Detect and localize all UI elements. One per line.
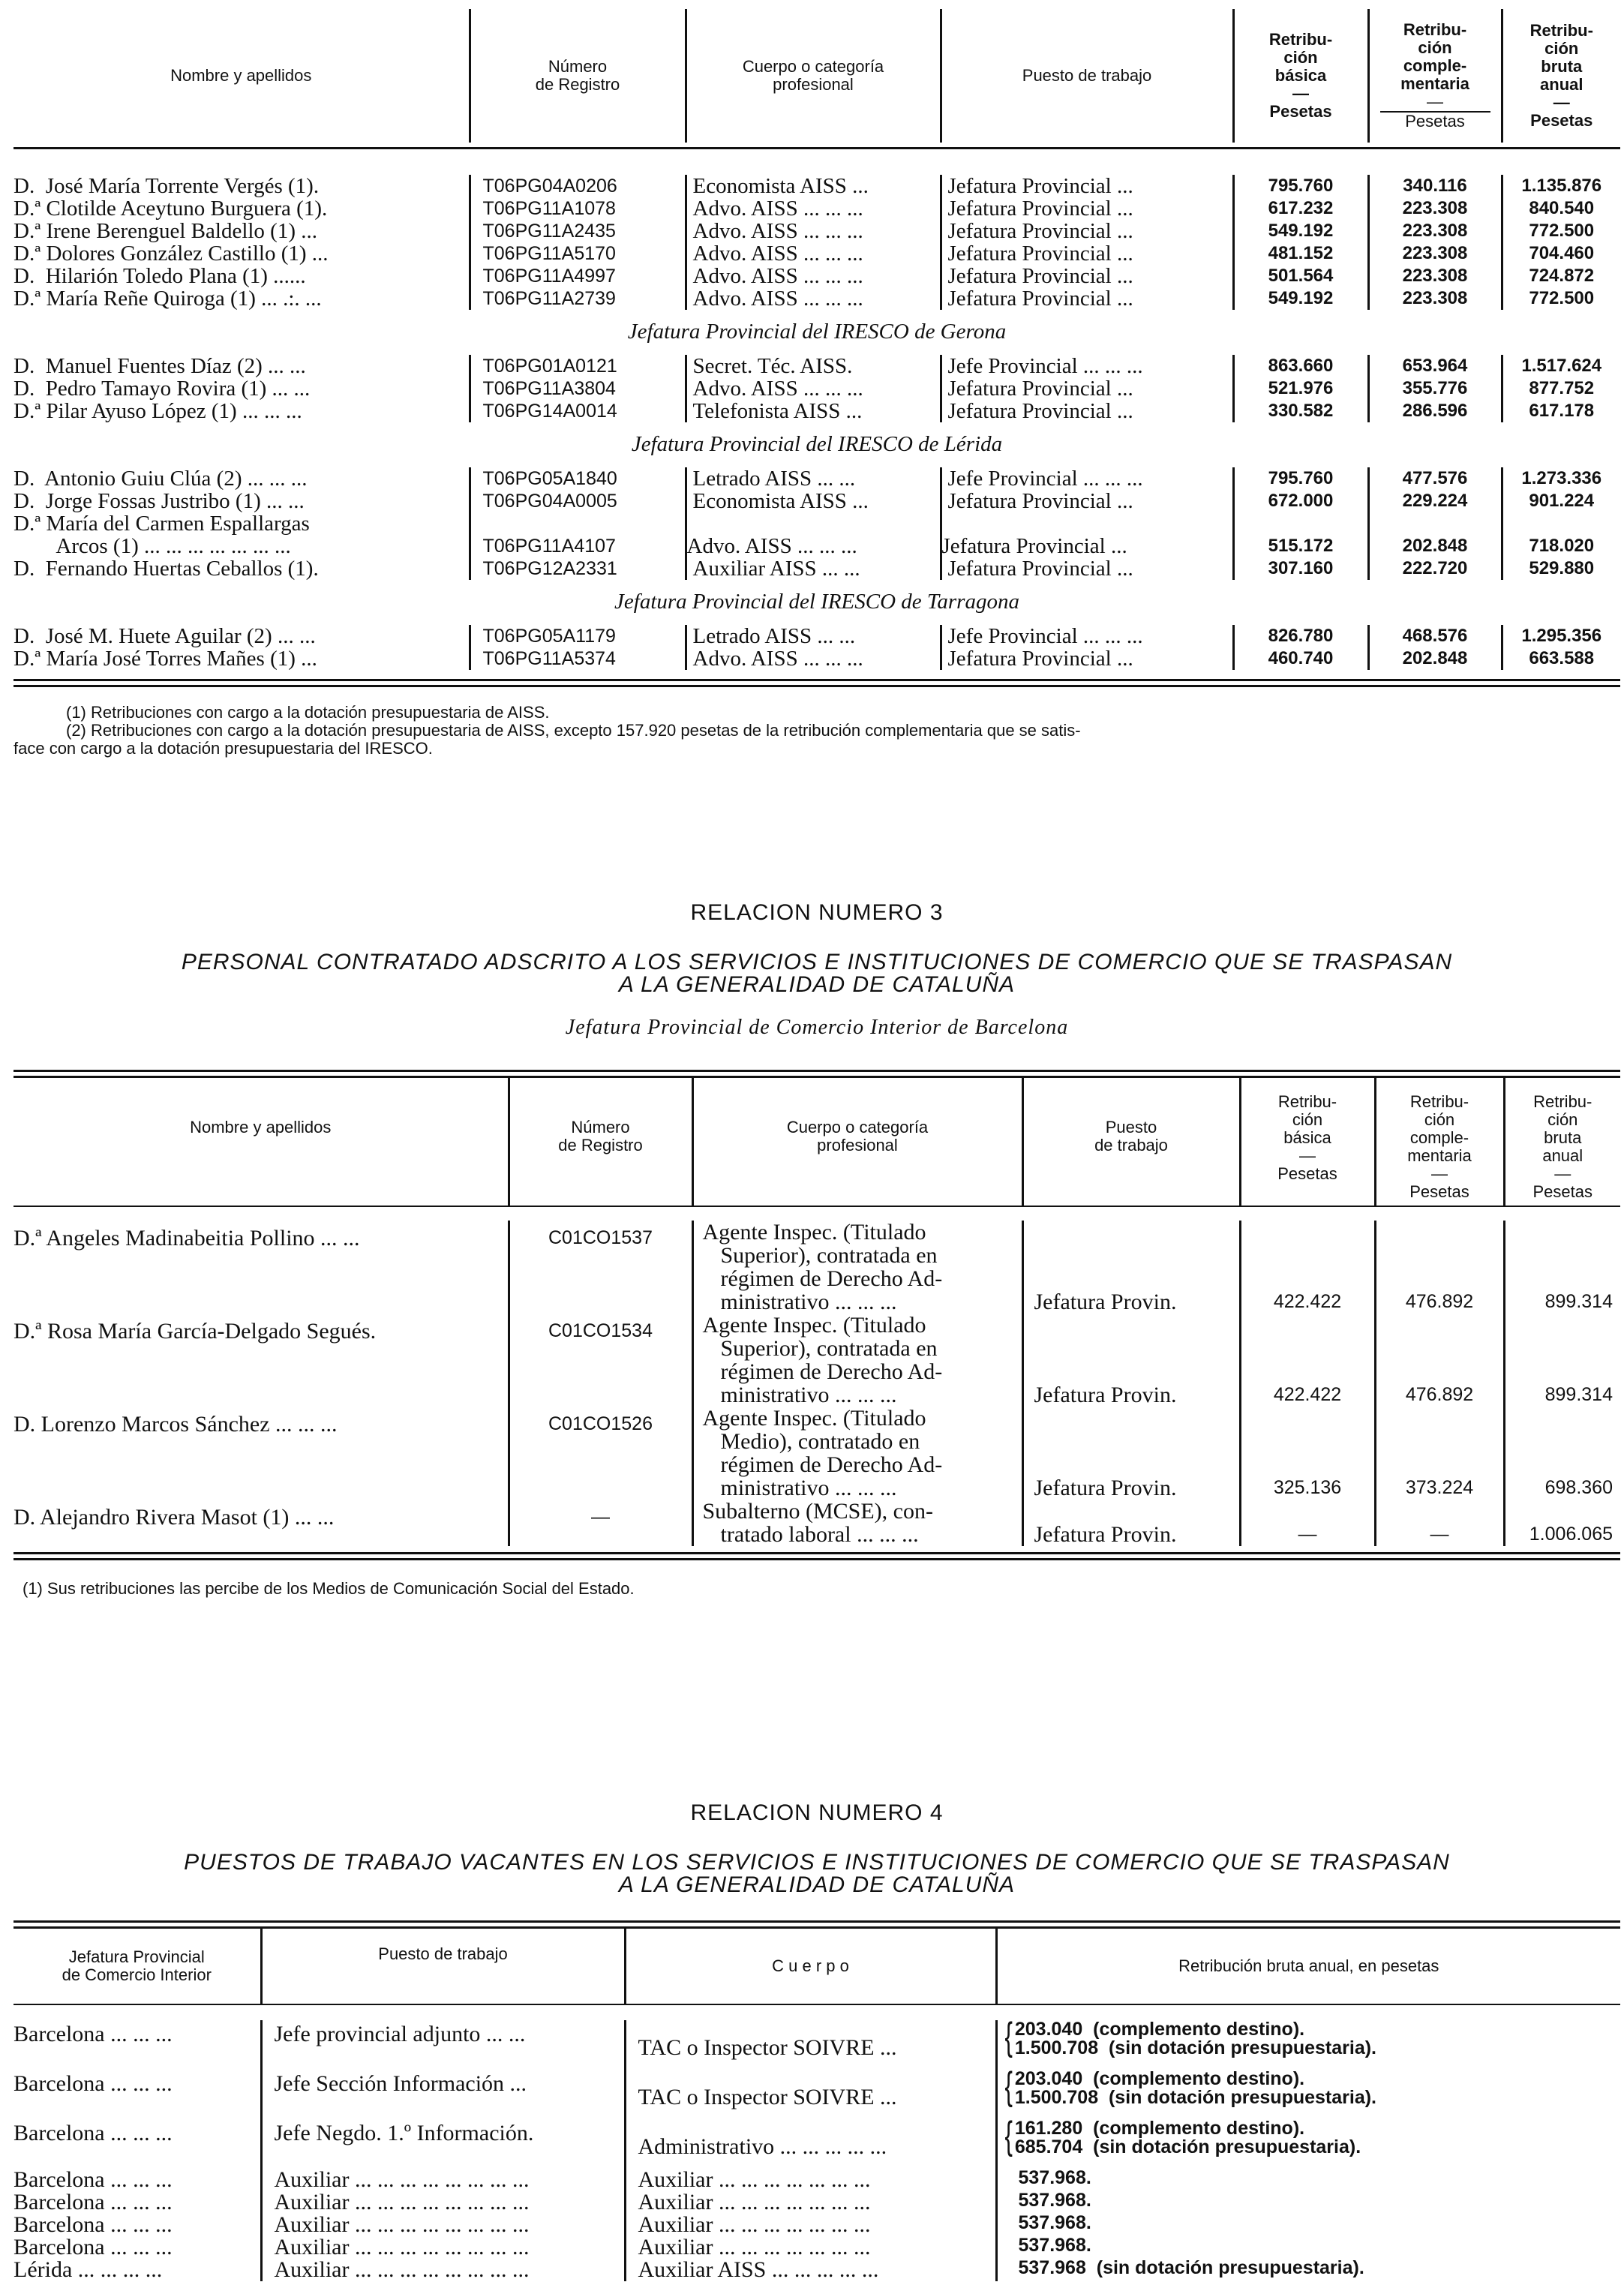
section-title: Jefatura Provincial del IRESCO de Gerona	[627, 320, 1007, 344]
col-comp-header: Retribu- ción comple- mentaria — Pesetas	[1368, 9, 1502, 143]
cell-cuerpo: Advo. AISS ... ... ...	[686, 197, 941, 220]
cell-puesto: Jefatura Provincial ...	[941, 242, 1233, 265]
table-row	[14, 287, 1620, 310]
table4-header-rule	[14, 2004, 1620, 2005]
cell-cuerpo: Telefonista AISS ...	[686, 400, 941, 422]
table3-end-rule	[14, 1552, 1620, 1560]
cell-cuerpo	[692, 1314, 1022, 1407]
cell-retribucion	[996, 2114, 1620, 2169]
col-registro-header: Número de Registro	[470, 9, 686, 143]
cell-comp: 223.308	[1368, 197, 1502, 220]
table-row	[14, 2119, 1620, 2169]
note-1: (1) Retribuciones con cargo a la dotación presupuestaria de AISS.	[66, 703, 550, 722]
cell-puesto: Jefe Sección Información ...	[261, 2070, 625, 2119]
cell-basica: 826.780	[1233, 625, 1368, 647]
cell-retribucion	[996, 2064, 1620, 2119]
table-row	[14, 1314, 1620, 1407]
cell-registro: —	[509, 1500, 692, 1546]
relacion-3	[14, 900, 1620, 1598]
cell-jefatura: Barcelona ... ... ...	[14, 2022, 173, 2046]
cell-registro: T06PG11A5374	[470, 647, 686, 670]
cell-puesto: Jefatura Provincial ...	[941, 220, 1233, 242]
table-row	[14, 2020, 1620, 2070]
cell-registro-text: T06PG11A4107	[482, 536, 616, 557]
cell-nombre	[14, 512, 470, 557]
cell-jefatura: Barcelona ... ... ...	[14, 2167, 173, 2192]
table-row	[14, 2259, 1620, 2281]
cell-cuerpo: Letrado AISS ... ...	[686, 467, 941, 490]
cell-puesto: Jefatura Provincial ...	[941, 557, 1233, 580]
cell-puesto: Jefatura Provincial ...	[941, 197, 1233, 220]
ret-line: 161.280 (complemento destino).	[1014, 2118, 1305, 2139]
ret-lines	[1015, 2119, 1361, 2157]
cell-nombre: D.ª Dolores González Castillo (1) ...	[14, 242, 329, 266]
cell-bruta: 899.314	[1504, 1314, 1620, 1407]
ret-group	[1002, 2015, 1621, 2058]
ret-line: 685.704 (sin dotación presupuestaria).	[1014, 2136, 1361, 2157]
cell-retribucion	[996, 2191, 1620, 2214]
cell-cuerpo: Administrativo ... ... ... ... ...	[625, 2119, 996, 2169]
cell-basica: 307.160	[1233, 557, 1368, 580]
cell-nombre: D.ª Irene Berenguel Baldello (1) ...	[14, 219, 317, 243]
cell-cuerpo-line: Agente Inspec. (Titulado	[702, 1313, 926, 1338]
table1-header-rule	[14, 147, 1620, 149]
cell-cuerpo-line: tratado laboral ... ... ...	[720, 1522, 919, 1547]
cell-nombre: D. Antonio Guiu Clúa (2) ... ... ...	[14, 467, 308, 491]
cell-cuerpo-line: Subalterno (MCSE), con-	[702, 1499, 933, 1524]
cell-jefatura: Barcelona ... ... ...	[14, 2212, 173, 2237]
col-puesto-header: Puesto de trabajo	[941, 9, 1233, 143]
cell-nombre: D. Pedro Tamayo Rovira (1) ... ...	[14, 377, 311, 401]
cell-basica: 422.422	[1240, 1221, 1375, 1314]
cell-puesto: Jefatura Provin.	[1022, 1221, 1240, 1314]
cell-bruta: 877.752	[1502, 377, 1620, 400]
cell-basica: —	[1240, 1500, 1375, 1546]
cell-bruta: 1.517.624	[1502, 355, 1620, 377]
relacion-3-subtitle: PERSONAL CONTRATADO ADSCRITO A LOS SERVICIOS E INSTITUCIONES DE COMERCIO QUE SE TRASPASAN A LA GENERALIDAD DE CATALUÑA	[181, 950, 1453, 997]
ret-line: 203.040 (complemento destino).	[1014, 2068, 1305, 2089]
cell-basica: 863.660	[1233, 355, 1368, 377]
section-row	[14, 580, 1620, 625]
cell-puesto	[941, 512, 1233, 557]
table1-notes	[14, 704, 1620, 758]
table-row	[14, 355, 1620, 377]
relacion-4-subtitle: PUESTOS DE TRABAJO VACANTES EN LOS SERVICIOS E INSTITUCIONES DE COMERCIO QUE SE TRASPASAN A LA GENERALIDAD DE CATALUÑA	[184, 1850, 1450, 1897]
cell-comp: 202.848	[1368, 647, 1502, 670]
cell-puesto: Jefatura Provincial ...	[941, 400, 1233, 422]
cell-cuerpo-line: Superior), contratada en	[720, 1336, 938, 1361]
cell-nombre-line2: Arcos (1) ... ... ... ... ... ... ...	[14, 534, 291, 558]
cell-puesto: Jefe Provincial ... ... ...	[941, 467, 1233, 490]
table1-body	[14, 175, 1620, 670]
cell-bruta: 724.872	[1502, 265, 1620, 287]
table-row	[14, 2169, 1620, 2191]
cell-puesto: Auxiliar ... ... ... ... ... ... ... ...	[261, 2169, 625, 2191]
cell-cuerpo: Economista AISS ...	[686, 490, 941, 512]
cell-cuerpo-line: Superior), contratada en	[720, 1243, 938, 1268]
t4-col-cuerpo-header: C u e r p o	[625, 1929, 996, 2004]
cell-puesto: Jefe Negdo. 1.º Información.	[261, 2119, 625, 2169]
table-row	[14, 242, 1620, 265]
cell-basica: 549.192	[1233, 287, 1368, 310]
cell-retribucion	[996, 2214, 1620, 2236]
cell-bruta: 1.135.876	[1502, 175, 1620, 197]
table-row	[14, 2070, 1620, 2119]
cell-registro: C01CO1526	[509, 1407, 692, 1500]
cell-comp: 476.892	[1375, 1221, 1504, 1314]
cell-comp: 468.576	[1368, 625, 1502, 647]
ret-line: 537.968.	[1018, 2235, 1091, 2256]
cell-bruta: 1.006.065	[1504, 1500, 1620, 1546]
section-title: Jefatura Provincial del IRESCO de Lérida	[631, 432, 1003, 456]
cell-bruta: 617.178	[1502, 400, 1620, 422]
table-row	[14, 647, 1620, 670]
col-cuerpo-header: Cuerpo o categoría profesional	[686, 9, 941, 143]
cell-registro: T06PG11A2435	[470, 220, 686, 242]
cell-nombre: D. José M. Huete Aguilar (2) ... ...	[14, 624, 316, 648]
cell-nombre: D. Lorenzo Marcos Sánchez ... ... ...	[14, 1412, 338, 1437]
table-row	[14, 2191, 1620, 2214]
cell-comp-text: 202.848	[1402, 536, 1468, 556]
cell-puesto: Auxiliar ... ... ... ... ... ... ... ...	[261, 2259, 625, 2281]
cell-jefatura: Barcelona ... ... ...	[14, 2235, 173, 2259]
ret-lines	[1015, 2070, 1376, 2107]
cell-comp: 223.308	[1368, 265, 1502, 287]
cell-nombre: D.ª Pilar Ayuso López (1) ... ... ...	[14, 399, 302, 423]
cell-cuerpo: Advo. AISS ... ... ...	[686, 220, 941, 242]
table4-body	[14, 2015, 1620, 2282]
table1-header	[14, 9, 1620, 143]
cell-cuerpo: Auxiliar ... ... ... ... ... ... ...	[625, 2236, 996, 2259]
cell-cuerpo-line: ministrativo ... ... ...	[720, 1383, 897, 1407]
cell-nombre: D.ª Clotilde Aceytuno Burguera (1).	[14, 197, 328, 221]
table-row	[14, 625, 1620, 647]
cell-basica: 330.582	[1233, 400, 1368, 422]
cell-bruta: 1.273.336	[1502, 467, 1620, 490]
cell-puesto: Auxiliar ... ... ... ... ... ... ... ...	[261, 2236, 625, 2259]
cell-comp: 223.308	[1368, 287, 1502, 310]
ret-line: 1.500.708 (sin dotación presupuestaria).	[1014, 2037, 1376, 2058]
cell-registro: T06PG01A0121	[470, 355, 686, 377]
cell-puesto: Auxiliar ... ... ... ... ... ... ... ...	[261, 2214, 625, 2236]
note-2-cont: face con cargo a la dotación presupuestaria del IRESCO.	[14, 739, 433, 758]
cell-comp	[1368, 512, 1502, 557]
cell-basica	[1233, 512, 1368, 557]
cell-cuerpo: Auxiliar ... ... ... ... ... ... ...	[625, 2214, 996, 2236]
cell-nombre-line1: D.ª María del Carmen Espallargas	[14, 512, 310, 536]
table-row	[14, 265, 1620, 287]
cell-cuerpo: Advo. AISS ... ... ...	[686, 377, 941, 400]
cell-nombre: D. Jorge Fossas Justribo (1) ... ...	[14, 489, 305, 513]
col-bruta-header: Retribu- ción bruta anual — Pesetas	[1502, 9, 1620, 143]
cell-comp: —	[1375, 1500, 1504, 1546]
cell-cuerpo: Auxiliar AISS ... ...	[686, 557, 941, 580]
t3-col-nombre-header: Nombre y apellidos	[190, 1118, 332, 1136]
cell-jefatura: Lérida ... ... ... ...	[14, 2257, 163, 2282]
cell-basica: 672.000	[1233, 490, 1368, 512]
cell-bruta: 529.880	[1502, 557, 1620, 580]
cell-bruta	[1502, 512, 1620, 557]
cell-cuerpo: Auxiliar ... ... ... ... ... ... ...	[625, 2191, 996, 2214]
cell-cuerpo	[686, 512, 941, 557]
relacion-3-jefatura: Jefatura Provincial de Comercio Interior de Barcelona	[565, 1016, 1069, 1039]
cell-cuerpo-text: Advo. AISS ... ... ...	[686, 534, 857, 558]
table3-note: (1) Sus retribuciones las percibe de los Medios de Comunicación Social del Estado.	[23, 1579, 635, 1598]
cell-cuerpo: Economista AISS ...	[686, 175, 941, 197]
cell-registro: T06PG11A1078	[470, 197, 686, 220]
ret-line: 537.968 (sin dotación presupuestaria).	[1018, 2257, 1364, 2278]
table-row	[14, 175, 1620, 197]
cell-bruta: 1.295.356	[1502, 625, 1620, 647]
cell-comp: 340.116	[1368, 175, 1502, 197]
cell-basica: 521.976	[1233, 377, 1368, 400]
cell-puesto: Jefatura Provin.	[1022, 1500, 1240, 1546]
table3-header-rule	[14, 1206, 1620, 1207]
cell-puesto-text: Jefatura Provincial ...	[941, 534, 1127, 558]
cell-puesto: Jefatura Provincial ...	[941, 287, 1233, 310]
t3-col-puesto-header: Puesto de trabajo	[1022, 1078, 1240, 1206]
cell-puesto: Jefe Provincial ... ... ...	[941, 355, 1233, 377]
cell-cuerpo: Advo. AISS ... ... ...	[686, 287, 941, 310]
cell-nombre: D. Hilarión Toledo Plana (1) ......	[14, 264, 306, 288]
table3-top-rule	[14, 1070, 1620, 1078]
cell-cuerpo: Auxiliar AISS ... ... ... ... ...	[625, 2259, 996, 2281]
table3-body	[14, 1221, 1620, 1546]
cell-retribucion	[996, 2259, 1620, 2281]
table-row	[14, 1221, 1620, 1314]
cell-comp: 222.720	[1368, 557, 1502, 580]
cell-registro: T06PG04A0005	[470, 490, 686, 512]
table4-header	[14, 1929, 1620, 2004]
relacion-3-title: RELACION NUMERO 3	[690, 900, 944, 925]
cell-nombre: D. Manuel Fuentes Díaz (2) ... ...	[14, 354, 306, 378]
cell-comp: 373.224	[1375, 1407, 1504, 1500]
ret-line: 537.968.	[1018, 2167, 1091, 2188]
cell-nombre: D.ª María José Torres Mañes (1) ...	[14, 647, 317, 671]
t3-col-cuerpo-header: Cuerpo o categoría profesional	[692, 1078, 1022, 1206]
cell-bruta: 772.500	[1502, 220, 1620, 242]
cell-cuerpo-line: Agente Inspec. (Titulado	[702, 1220, 926, 1245]
ret-line: 203.040 (complemento destino).	[1014, 2019, 1305, 2040]
table-row	[14, 220, 1620, 242]
cell-cuerpo: TAC o Inspector SOIVRE ...	[625, 2020, 996, 2070]
section-title: Jefatura Provincial del IRESCO de Tarragona	[614, 590, 1019, 614]
t3-col-comp-header: Retribu- ción comple- mentaria — Pesetas	[1375, 1078, 1504, 1206]
col-nombre-header: Nombre y apellidos	[170, 66, 312, 85]
table1-end-rule	[14, 679, 1620, 687]
cell-basica: 549.192	[1233, 220, 1368, 242]
cell-registro: C01CO1534	[509, 1314, 692, 1407]
cell-comp: 229.224	[1368, 490, 1502, 512]
cell-cuerpo: Advo. AISS ... ... ...	[686, 242, 941, 265]
cell-cuerpo	[692, 1407, 1022, 1500]
cell-puesto: Jefe Provincial ... ... ...	[941, 625, 1233, 647]
t4-col-jefatura-header: Jefatura Provincial de Comercio Interior	[62, 1947, 212, 1984]
t4-col-ret-header: Retribución bruta anual, en pesetas	[996, 1929, 1620, 2004]
table-row	[14, 467, 1620, 490]
table-row	[14, 1407, 1620, 1500]
t3-col-bruta-header: Retribu- ción bruta anual — Pesetas	[1504, 1078, 1620, 1206]
cell-jefatura: Barcelona ... ... ...	[14, 2190, 173, 2214]
section-row	[14, 310, 1620, 355]
cell-comp: 355.776	[1368, 377, 1502, 400]
cell-registro: T06PG11A3804	[470, 377, 686, 400]
table4-top-rule	[14, 1920, 1620, 1929]
cell-retribucion	[996, 2169, 1620, 2191]
cell-nombre: D.ª Rosa María García-Delgado Segués.	[14, 1319, 377, 1344]
ret-line: 1.500.708 (sin dotación presupuestaria).	[1014, 2087, 1376, 2108]
cell-comp: 653.964	[1368, 355, 1502, 377]
section-row	[14, 422, 1620, 467]
brace-symbol: {	[1004, 2015, 1013, 2058]
cell-bruta: 772.500	[1502, 287, 1620, 310]
cell-puesto: Jefe provincial adjunto ... ...	[261, 2020, 625, 2070]
cell-bruta-text: 718.020	[1529, 536, 1595, 556]
t4-col-puesto-header: Puesto de trabajo	[261, 1929, 625, 2004]
cell-jefatura: Barcelona ... ... ...	[14, 2121, 173, 2145]
cell-jefatura: Barcelona ... ... ...	[14, 2071, 173, 2096]
table-row	[14, 490, 1620, 512]
cell-cuerpo-line: régimen de Derecho Ad-	[720, 1359, 943, 1384]
cell-registro	[470, 512, 686, 557]
table-row	[14, 512, 1620, 557]
table-row	[14, 2236, 1620, 2259]
cell-nombre: D. Alejandro Rivera Masot (1) ... ...	[14, 1505, 335, 1530]
cell-cuerpo: Letrado AISS ... ...	[686, 625, 941, 647]
cell-puesto: Jefatura Provincial ...	[941, 647, 1233, 670]
cell-nombre: D.ª María Reñe Quiroga (1) ... .:. ...	[14, 287, 322, 311]
table3-header	[14, 1078, 1620, 1206]
cell-bruta: 899.314	[1504, 1221, 1620, 1314]
t3-col-basica-header: Retribu- ción básica — Pesetas	[1240, 1078, 1375, 1206]
table-row	[14, 1500, 1620, 1546]
ret-group	[1002, 2064, 1621, 2108]
cell-nombre: D.ª Angeles Madinabeitia Pollino ... ...	[14, 1226, 360, 1251]
cell-registro: T06PG04A0206	[470, 175, 686, 197]
cell-registro: T06PG05A1840	[470, 467, 686, 490]
ret-lines	[1015, 2020, 1376, 2058]
table-row	[14, 197, 1620, 220]
cell-puesto: Jefatura Provincial ...	[941, 265, 1233, 287]
cell-comp: 476.892	[1375, 1314, 1504, 1407]
cell-cuerpo: Advo. AISS ... ... ...	[686, 647, 941, 670]
cell-bruta: 840.540	[1502, 197, 1620, 220]
cell-basica: 481.152	[1233, 242, 1368, 265]
cell-comp: 223.308	[1368, 242, 1502, 265]
brace-symbol: {	[1004, 2114, 1013, 2157]
cell-nombre: D. Fernando Huertas Ceballos (1).	[14, 557, 319, 581]
table-row	[14, 400, 1620, 422]
table-row	[14, 377, 1620, 400]
cell-puesto: Auxiliar ... ... ... ... ... ... ... ...	[261, 2191, 625, 2214]
ret-line: 537.968.	[1018, 2190, 1091, 2211]
note-2: (2) Retribuciones con cargo a la dotación presupuestaria de AISS, excepto 157.920 pesetas de la retribución complementaria que se satis-	[66, 721, 1081, 740]
cell-retribucion	[996, 2236, 1620, 2259]
cell-basica: 460.740	[1233, 647, 1368, 670]
cell-comp: 477.576	[1368, 467, 1502, 490]
cell-bruta: 698.360	[1504, 1407, 1620, 1500]
table-row	[14, 2214, 1620, 2236]
cell-registro: C01CO1537	[509, 1221, 692, 1314]
cell-cuerpo: Secret. Téc. AISS.	[686, 355, 941, 377]
cell-cuerpo-line: ministrativo ... ... ...	[720, 1476, 897, 1500]
t3-col-registro-header: Número de Registro	[509, 1078, 692, 1206]
cell-cuerpo-line: régimen de Derecho Ad-	[720, 1452, 943, 1477]
cell-puesto: Jefatura Provincial ...	[941, 175, 1233, 197]
cell-basica: 617.232	[1233, 197, 1368, 220]
cell-bruta: 663.588	[1502, 647, 1620, 670]
cell-basica: 795.760	[1233, 175, 1368, 197]
cell-comp: 223.308	[1368, 220, 1502, 242]
cell-puesto: Jefatura Provin.	[1022, 1407, 1240, 1500]
cell-cuerpo-line: régimen de Derecho Ad-	[720, 1266, 943, 1291]
cell-basica: 325.136	[1240, 1407, 1375, 1500]
cell-registro: T06PG12A2331	[470, 557, 686, 580]
cell-cuerpo: Advo. AISS ... ... ...	[686, 265, 941, 287]
cell-retribucion	[996, 2015, 1620, 2070]
cell-registro: T06PG14A0014	[470, 400, 686, 422]
cell-cuerpo-line: ministrativo ... ... ...	[720, 1290, 897, 1314]
ret-group	[1002, 2114, 1621, 2157]
cell-basica: 795.760	[1233, 467, 1368, 490]
cell-basica-text: 515.172	[1268, 536, 1334, 556]
ret-line: 537.968.	[1018, 2212, 1091, 2233]
cell-cuerpo: Auxiliar ... ... ... ... ... ... ...	[625, 2169, 996, 2191]
cell-registro: T06PG11A5170	[470, 242, 686, 265]
cell-basica: 501.564	[1233, 265, 1368, 287]
cell-puesto: Jefatura Provincial ...	[941, 490, 1233, 512]
cell-puesto: Jefatura Provincial ...	[941, 377, 1233, 400]
cell-comp: 286.596	[1368, 400, 1502, 422]
cell-bruta: 901.224	[1502, 490, 1620, 512]
cell-bruta: 704.460	[1502, 242, 1620, 265]
cell-cuerpo	[692, 1221, 1022, 1314]
cell-registro: T06PG05A1179	[470, 625, 686, 647]
cell-cuerpo-line: Agente Inspec. (Titulado	[702, 1406, 926, 1431]
relacion-4	[14, 1800, 1620, 2281]
cell-puesto: Jefatura Provin.	[1022, 1314, 1240, 1407]
relacion-4-title: RELACION NUMERO 4	[690, 1800, 944, 1825]
cell-cuerpo	[692, 1500, 1022, 1546]
cell-registro: T06PG11A2739	[470, 287, 686, 310]
col-basica-header: Retribu- ción básica — Pesetas	[1233, 9, 1368, 143]
cell-nombre: D. José María Torrente Vergés (1).	[14, 174, 320, 198]
cell-basica: 422.422	[1240, 1314, 1375, 1407]
cell-cuerpo-line: Medio), contratado en	[720, 1429, 920, 1454]
brace-symbol: {	[1004, 2064, 1013, 2108]
cell-registro: T06PG11A4997	[470, 265, 686, 287]
cell-cuerpo: TAC o Inspector SOIVRE ...	[625, 2070, 996, 2119]
table1	[14, 9, 1620, 758]
table-row	[14, 557, 1620, 580]
